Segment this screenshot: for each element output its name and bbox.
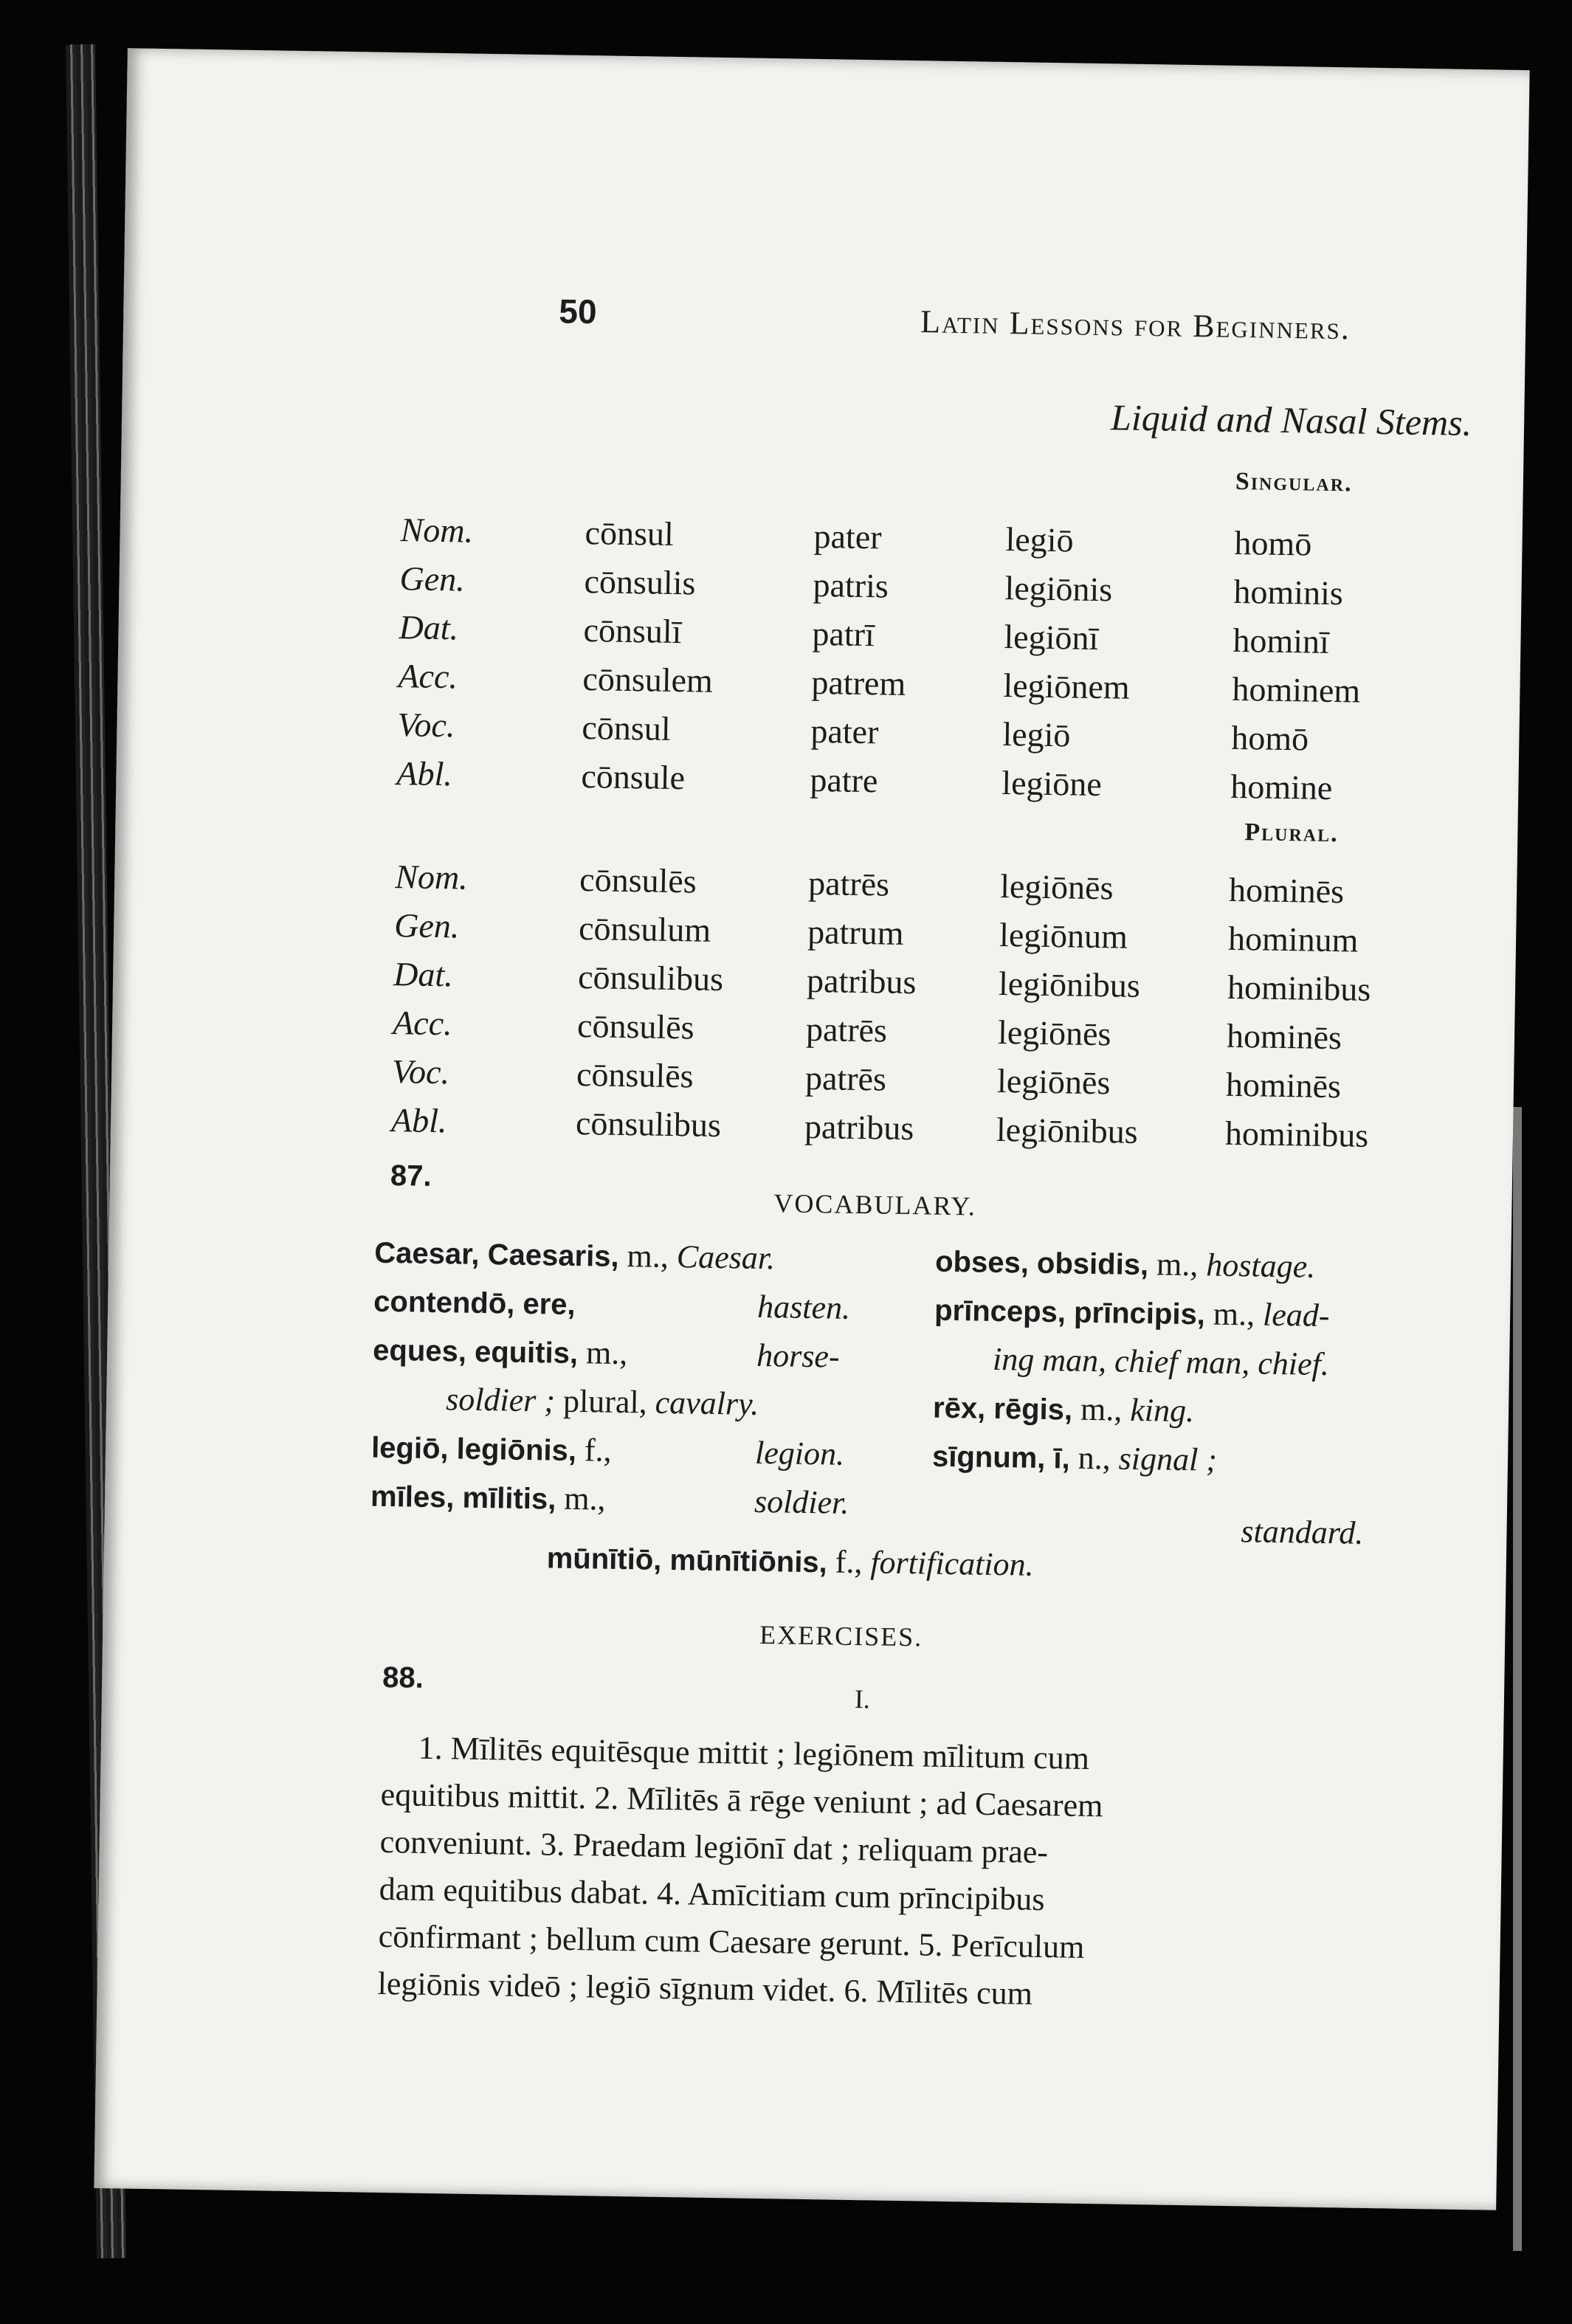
vocab-definition: standard. — [1241, 1513, 1364, 1551]
case-label: Voc. — [397, 706, 455, 745]
form-consul: cōnsulēs — [576, 1006, 694, 1047]
form-consul: cōnsulī — [583, 611, 682, 651]
case-label: Abl. — [390, 1101, 447, 1140]
vocab-entry: legiō, legiōnis, f., — [370, 1431, 612, 1469]
form-pater: patrī — [812, 614, 875, 654]
case-label: Acc. — [398, 657, 458, 696]
form-pater: patrēs — [807, 863, 890, 903]
section-title: Liquid and Nasal Stems. — [1110, 396, 1472, 444]
page-header — [403, 274, 1556, 373]
form-homo: hominum — [1227, 919, 1359, 959]
form-legio: legiōnēs — [999, 866, 1114, 907]
form-consul: cōnsule — [581, 757, 686, 797]
vocab-entry: Caesar, Caesaris, m., Caesar. — [373, 1236, 776, 1277]
form-legio: legiō — [1005, 520, 1074, 559]
vocab-definition: hasten. — [756, 1288, 851, 1326]
form-consul: cōnsulēs — [576, 1055, 694, 1095]
case-label: Gen. — [393, 906, 460, 945]
form-consul: cōnsulibus — [577, 958, 724, 999]
running-title: Latin Lessons for Beginners. — [920, 303, 1351, 347]
case-label: Nom. — [400, 511, 474, 550]
case-label: Gen. — [399, 559, 466, 599]
exercise-line: conveniunt. 3. Praedam legiōnī dat ; reliquam prae- — [379, 1823, 1049, 1871]
form-legio: legiōne — [1002, 763, 1103, 804]
form-homo: hominēs — [1228, 870, 1345, 911]
form-legio: legiōnēs — [997, 1013, 1111, 1053]
vocab-definition: soldier. — [754, 1483, 849, 1521]
vocab-definition: ing man, chief man, chief. — [992, 1340, 1330, 1383]
form-consul: cōnsulibus — [575, 1103, 722, 1145]
form-homo: hominibus — [1227, 968, 1371, 1008]
exercise-line: cōnfirmant ; bellum cum Caesare gerunt. 5. Perīculum — [378, 1917, 1085, 1965]
exercise-line: equitibus mittit. 2. Mīlitēs ā rēge veniunt ; ad Caesarem — [380, 1776, 1103, 1824]
form-homo: hominī — [1233, 621, 1330, 661]
vocab-entry: obses, obsidis, m., hostage. — [934, 1245, 1316, 1285]
form-pater: patrēs — [804, 1058, 887, 1098]
vocab-definition: horse- — [756, 1337, 840, 1375]
section-number: 88. — [382, 1661, 424, 1694]
form-homo: hominis — [1233, 572, 1344, 613]
vocabulary-heading: VOCABULARY. — [773, 1188, 977, 1221]
singular-label: Singular. — [1235, 467, 1353, 497]
form-consul: cōnsul — [585, 514, 675, 553]
vocab-entry: soldier ; plural, cavalry. — [445, 1381, 759, 1422]
exercises-heading: EXERCISES. — [759, 1619, 923, 1652]
form-pater: patre — [810, 760, 878, 800]
vocab-entry: contendō, ere, — [373, 1285, 576, 1321]
form-homo: hominem — [1232, 669, 1361, 710]
page-edge — [1513, 1107, 1522, 2251]
section-number: 87. — [390, 1159, 432, 1193]
form-legio: legiōnem — [1003, 666, 1131, 706]
vocab-entry: rēx, rēgis, m., king. — [932, 1390, 1195, 1430]
form-consul: cōnsulis — [584, 562, 696, 602]
form-pater: pater — [810, 711, 879, 751]
form-homo: homine — [1230, 767, 1333, 807]
form-pater: patribus — [806, 961, 917, 1001]
page-content — [370, 274, 1556, 2012]
case-label: Nom. — [394, 858, 469, 897]
form-consul: cōnsul — [582, 708, 672, 748]
form-legio: legiō — [1002, 714, 1071, 754]
vocab-entry: sīgnum, ī, n., signal ; — [931, 1439, 1218, 1478]
case-label: Dat. — [399, 608, 459, 647]
vocab-definition: legion. — [754, 1434, 845, 1472]
page-number: 50 — [558, 292, 597, 331]
case-label: Abl. — [396, 754, 453, 793]
exercise-line: dam equitibus dabat. 4. Amīcitiam cum prīncipibus — [379, 1870, 1045, 1918]
form-pater: pater — [813, 517, 882, 556]
vocab-entry: mūnītiō, mūnītiōnis, f., fortification. — [546, 1542, 1035, 1583]
form-pater: patribus — [804, 1107, 914, 1148]
form-consul: cōnsulem — [582, 660, 714, 700]
form-homo: homō — [1234, 523, 1312, 563]
form-legio: legiōnibus — [996, 1110, 1139, 1151]
exercise-line: 1. Mīlitēs equitēsque mittit ; legiōnem mīlitum cum — [418, 1729, 1090, 1777]
form-homo: hominēs — [1225, 1065, 1342, 1106]
exercise-part-label: I. — [854, 1684, 871, 1714]
plural-label: Plural. — [1244, 818, 1339, 848]
case-label: Acc. — [392, 1004, 453, 1043]
form-legio: legiōnēs — [996, 1061, 1111, 1102]
form-pater: patris — [813, 565, 889, 605]
form-homo: hominibus — [1224, 1114, 1369, 1154]
form-legio: legiōnis — [1004, 569, 1113, 609]
form-legio: legiōnum — [999, 915, 1128, 956]
book-page — [94, 48, 1529, 2210]
vocab-entry: prīnceps, prīncipis, m., lead- — [934, 1294, 1330, 1334]
form-consul: cōnsulum — [578, 909, 711, 949]
form-pater: patrem — [811, 663, 906, 703]
form-consul: cōnsulēs — [579, 861, 697, 900]
form-pater: patrēs — [805, 1010, 888, 1049]
vocab-entry: eques, equitis, m., — [372, 1334, 628, 1372]
exercise-text — [377, 1724, 1459, 2024]
case-label: Dat. — [393, 955, 454, 994]
exercise-line: legiōnis videō ; legiō sīgnum videt. 6. Mīlitēs cum — [377, 1965, 1033, 2012]
form-pater: patrum — [807, 912, 904, 952]
form-homo: homō — [1231, 718, 1309, 758]
case-label: Voc. — [391, 1052, 450, 1092]
vocab-entry: mīles, mīlitis, m., — [370, 1480, 606, 1517]
form-legio: legiōnī — [1004, 618, 1099, 658]
form-homo: hominēs — [1226, 1016, 1342, 1057]
form-legio: legiōnibus — [998, 964, 1141, 1004]
